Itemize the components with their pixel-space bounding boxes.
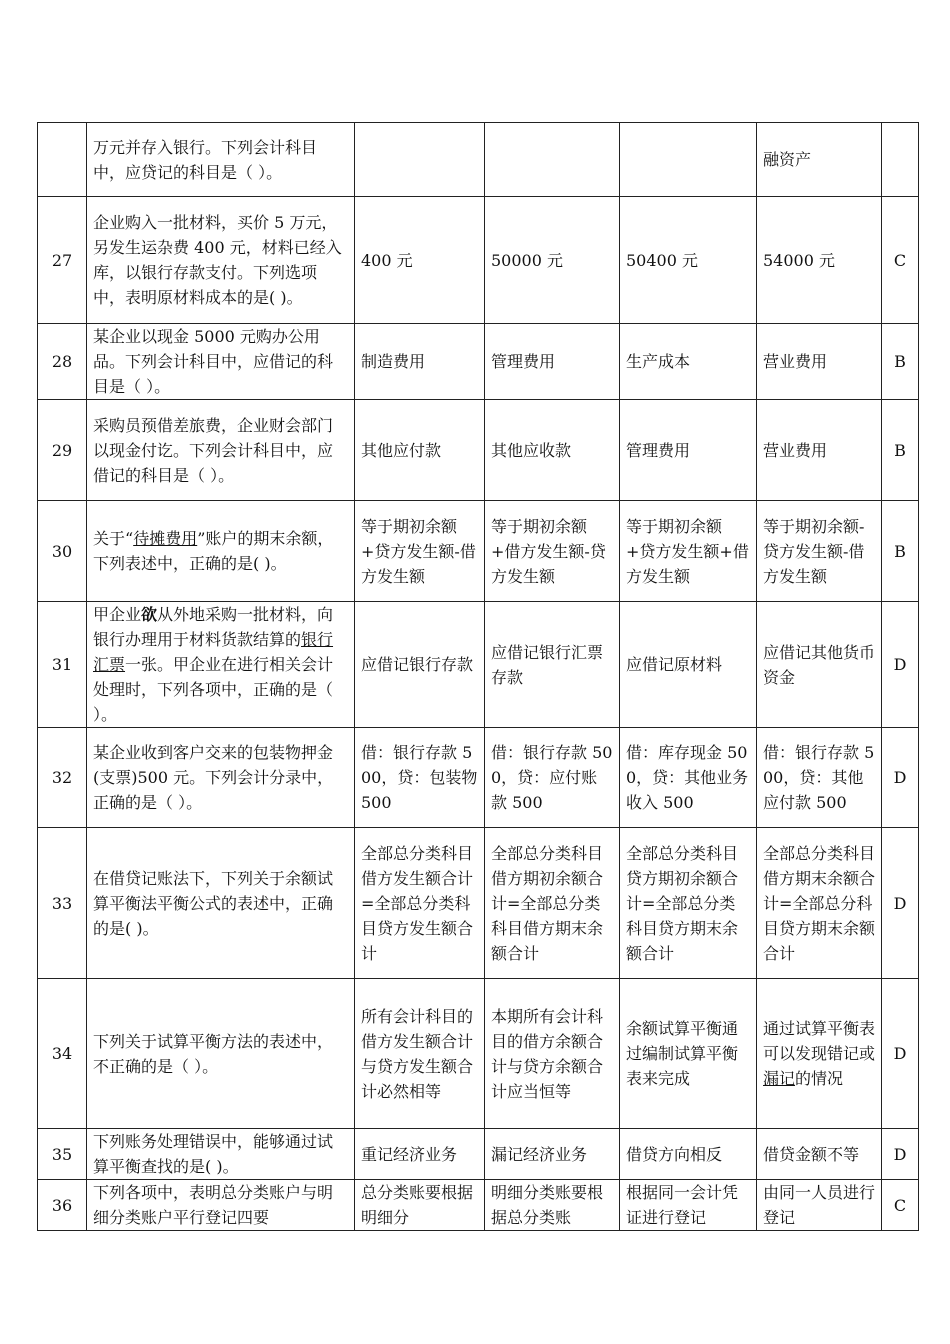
option-a: 应借记银行存款 bbox=[355, 602, 485, 728]
option-c: 根据同一会计凭证进行登记 bbox=[620, 1180, 757, 1231]
option-d: 54000 元 bbox=[757, 197, 882, 324]
option-b: 应借记银行汇票存款 bbox=[485, 602, 620, 728]
question-number: 28 bbox=[38, 324, 87, 400]
table-row bbox=[38, 197, 919, 324]
table-row bbox=[38, 602, 919, 728]
option-d: 由同一人员进行登记 bbox=[757, 1180, 882, 1231]
question-stem: 甲企业欲从外地采购一批材料，向银行办理用于材料货款结算的银行汇票一张。甲企业在进行相关会计处理时，下列各项中，正确的是（ ）。 bbox=[87, 602, 355, 728]
option-d: 全部总分类科目借方期末余额合计=全部总分科目贷方期末余额合计 bbox=[757, 828, 882, 979]
table-row bbox=[38, 501, 919, 602]
answer: D bbox=[882, 602, 919, 728]
option-a: 借：银行存款 500，贷：包装物 500 bbox=[355, 728, 485, 828]
option-d: 融资产 bbox=[757, 123, 882, 197]
question-stem: 万元并存入银行。下列会计科目中，应贷记的科目是（ ）。 bbox=[87, 123, 355, 197]
question-number: 31 bbox=[38, 602, 87, 728]
question-stem: 企业购入一批材料，买价 5 万元，另发生运杂费 400 元，材料已经入库，以银行存款支付。下列选项中，表明原材料成本的是( )。 bbox=[87, 197, 355, 324]
option-a bbox=[355, 123, 485, 197]
option-c: 借贷方向相反 bbox=[620, 1129, 757, 1180]
answer: D bbox=[882, 828, 919, 979]
question-number: 32 bbox=[38, 728, 87, 828]
option-a: 制造费用 bbox=[355, 324, 485, 400]
answer: C bbox=[882, 1180, 919, 1231]
option-b: 其他应收款 bbox=[485, 400, 620, 501]
question-number: 33 bbox=[38, 828, 87, 979]
question-table bbox=[37, 122, 919, 1231]
answer: D bbox=[882, 1129, 919, 1180]
option-d: 借：银行存款 500，贷：其他应付款 500 bbox=[757, 728, 882, 828]
option-b bbox=[485, 123, 620, 197]
table-row bbox=[38, 728, 919, 828]
option-b: 管理费用 bbox=[485, 324, 620, 400]
option-b: 借：银行存款 500，贷：应付账款 500 bbox=[485, 728, 620, 828]
option-a: 400 元 bbox=[355, 197, 485, 324]
option-b: 漏记经济业务 bbox=[485, 1129, 620, 1180]
answer: B bbox=[882, 501, 919, 602]
option-b: 全部总分类科目借方期初余额合计=全部总分类科目借方期末余额合计 bbox=[485, 828, 620, 979]
option-d: 营业费用 bbox=[757, 324, 882, 400]
question-number: 30 bbox=[38, 501, 87, 602]
option-d: 借贷金额不等 bbox=[757, 1129, 882, 1180]
option-d: 通过试算平衡表可以发现错记或漏记的情况 bbox=[757, 979, 882, 1129]
question-stem: 某企业收到客户交来的包装物押金 (支票)500 元。下列会计分录中，正确的是（ ）。 bbox=[87, 728, 355, 828]
question-number bbox=[38, 123, 87, 197]
question-number: 36 bbox=[38, 1180, 87, 1231]
table-row bbox=[38, 1180, 919, 1231]
question-stem: 下列各项中，表明总分类账户与明细分类账户平行登记四要 bbox=[87, 1180, 355, 1231]
option-a: 其他应付款 bbox=[355, 400, 485, 501]
answer: C bbox=[882, 197, 919, 324]
option-c bbox=[620, 123, 757, 197]
option-b: 明细分类账要根据总分类账 bbox=[485, 1180, 620, 1231]
table-row bbox=[38, 1129, 919, 1180]
table-row bbox=[38, 123, 919, 197]
option-c: 50400 元 bbox=[620, 197, 757, 324]
table-row bbox=[38, 828, 919, 979]
question-number: 35 bbox=[38, 1129, 87, 1180]
option-c: 生产成本 bbox=[620, 324, 757, 400]
option-d: 等于期初余额-贷方发生额-借方发生额 bbox=[757, 501, 882, 602]
option-b: 本期所有会计科目的借方余额合计与贷方余额合计应当恒等 bbox=[485, 979, 620, 1129]
question-number: 34 bbox=[38, 979, 87, 1129]
answer bbox=[882, 123, 919, 197]
option-c: 余额试算平衡通过编制试算平衡表来完成 bbox=[620, 979, 757, 1129]
question-number: 29 bbox=[38, 400, 87, 501]
option-c: 管理费用 bbox=[620, 400, 757, 501]
underlined-term: 漏记 bbox=[763, 1069, 796, 1088]
option-d: 应借记其他货币资金 bbox=[757, 602, 882, 728]
table-row bbox=[38, 400, 919, 501]
table-row bbox=[38, 979, 919, 1129]
option-a: 所有会计科目的借方发生额合计与贷方发生额合计必然相等 bbox=[355, 979, 485, 1129]
option-d: 营业费用 bbox=[757, 400, 882, 501]
bold-term: 欲 bbox=[141, 605, 158, 624]
question-stem: 某企业以现金 5000 元购办公用品。下列会计科目中，应借记的科目是（ ）。 bbox=[87, 324, 355, 400]
question-stem: 关于“待摊费用”账户的期末余额，下列表述中，正确的是( )。 bbox=[87, 501, 355, 602]
option-b: 50000 元 bbox=[485, 197, 620, 324]
option-a: 等于期初余额+贷方发生额-借方发生额 bbox=[355, 501, 485, 602]
option-a: 重记经济业务 bbox=[355, 1129, 485, 1180]
question-stem: 下列关于试算平衡方法的表述中，不正确的是（ ）。 bbox=[87, 979, 355, 1129]
question-number: 27 bbox=[38, 197, 87, 324]
underlined-term: 银行汇票 bbox=[93, 630, 334, 674]
answer: D bbox=[882, 728, 919, 828]
option-c: 借：库存现金 500，贷：其他业务收入 500 bbox=[620, 728, 757, 828]
option-c: 应借记原材料 bbox=[620, 602, 757, 728]
table-row bbox=[38, 324, 919, 400]
underlined-term: 待摊费用 bbox=[133, 529, 198, 548]
answer: B bbox=[882, 324, 919, 400]
answer: D bbox=[882, 979, 919, 1129]
option-a: 全部总分类科目借方发生额合计=全部总分类科目贷方发生额合计 bbox=[355, 828, 485, 979]
option-b: 等于期初余额+借方发生额-贷方发生额 bbox=[485, 501, 620, 602]
option-a: 总分类账要根据明细分 bbox=[355, 1180, 485, 1231]
answer: B bbox=[882, 400, 919, 501]
option-c: 等于期初余额+贷方发生额+借方发生额 bbox=[620, 501, 757, 602]
question-stem: 在借贷记账法下，下列关于余额试算平衡法平衡公式的表述中，正确的是( )。 bbox=[87, 828, 355, 979]
question-stem: 采购员预借差旅费，企业财会部门以现金付讫。下列会计科目中，应借记的科目是（ ）。 bbox=[87, 400, 355, 501]
option-c: 全部总分类科目贷方期初余额合计=全部总分类科目贷方期末余额合计 bbox=[620, 828, 757, 979]
question-stem: 下列账务处理错误中，能够通过试算平衡查找的是( )。 bbox=[87, 1129, 355, 1180]
